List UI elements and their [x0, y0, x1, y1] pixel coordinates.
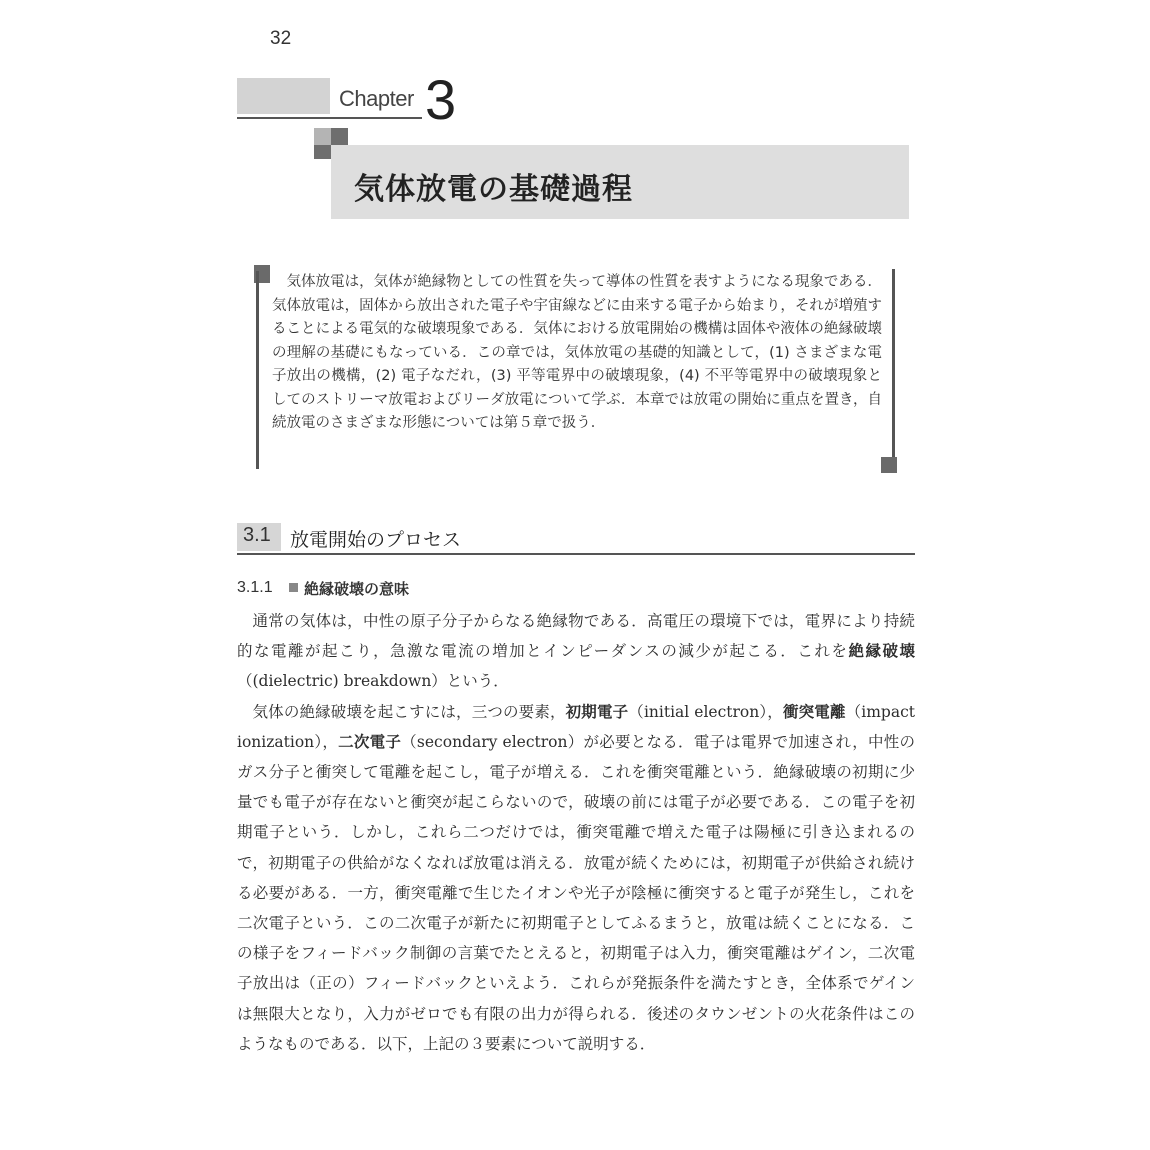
text-run: 通常の気体は，中性の原子分子からなる絶縁物である．高電圧の環境下では，電界により持続的な電離が起こり，急激な電流の増加とインピーダンスの減少が起こる．これを: [237, 612, 915, 661]
deco-square: [314, 128, 331, 145]
abstract-corner-square: [881, 457, 897, 473]
chapter-number: 3: [425, 68, 457, 131]
text-run: （(dielectric) breakdown）という．: [237, 672, 509, 691]
chapter-abstract: 気体放電は，気体が絶縁物としての性質を失って導体の性質を表すようになる現象である．気体放電は，固体から放出された電子や宇宙線などに由来する電子から始まり，それが増殖することによる電気的な破壊現象である．気体における放電開始の機構は固体や液体の絶縁破壊の理解の基礎にもなっている．この章では，気体放電の基礎的知識として，(1) さまざまな電子放出の機構，(2) 電子なだれ，(3) 平等電界中の破壊現象，(4) 不平等電界中の破壊現象としてのストリーマ放電およびリーダ放電について学ぶ．本章では放電の開始に重点を置き，自続放電のさまざまな形態については第５章で扱う．: [272, 274, 882, 431]
abstract-right-rule: [892, 269, 895, 463]
paragraph: [237, 606, 915, 697]
subsection-title: 絶縁破壊の意味: [304, 580, 410, 598]
term-bold: 二次電子: [338, 732, 402, 751]
section-title: 放電開始のプロセス: [290, 529, 462, 551]
chapter-underline: [237, 117, 422, 119]
paragraph: [237, 697, 915, 1059]
subsection-square-icon: [289, 583, 298, 592]
subsection-number: 3.1.1: [237, 579, 273, 596]
chapter-title: 気体放電の基礎過程: [354, 172, 633, 207]
deco-square: [331, 128, 348, 145]
page-number: 32: [270, 28, 292, 49]
text-run: （initial electron），: [628, 702, 783, 721]
term-bold: 絶縁破壊: [848, 642, 915, 661]
chapter-word: Chapter: [339, 86, 414, 111]
term-bold: 衝突電離: [782, 702, 846, 721]
term-bold: 初期電子: [565, 702, 629, 721]
chapter-abstract-box: [254, 265, 897, 475]
section-number: 3.1: [243, 524, 271, 546]
text-run: 気体の絶縁破壊を起こすには，三つの要素，: [252, 702, 566, 721]
section-underline: [237, 553, 915, 555]
body-text: [237, 606, 915, 1059]
deco-square: [314, 145, 331, 159]
text-run: （impact ionization），: [237, 702, 915, 751]
text-run: （secondary electron）が必要となる．電子は電界で加速され，中性のガス分子と衝突して電離を起こし，電子が増える．これを衝突電離という．絶縁破壊の初期に少量でも電子が存在ないと衝突が起こらないので，破壊の前には電子が必要である．この電子を初期電子という．しかし，これら二つだけでは，衝突電離で増えた電子は陽極に引き込まれるので，初期電子の供給がなくなれば放電は消える．放電が続くためには，初期電子が供給され続ける必要がある．一方，衝突電離で生じたイオンや光子が陰極に衝突すると電子が発生し，これを二次電子という．この二次電子が新たに初期電子としてふるまうと，放電は続くことになる．この様子をフィードバック制御の言葉でたとえると，初期電子は入力，衝突電離はゲイン，二次電子放出は（正の）フィードバックといえよう．これらが発振条件を満たすとき，全体系でゲインは無限大となり，入力がゼロでも有限の出力が得られる．後述のタウンゼントの火花条件はこのようなものである．以下，上記の３要素について説明する．: [237, 732, 915, 1053]
chapter-label-background: [237, 78, 330, 114]
abstract-left-rule: [256, 271, 259, 469]
